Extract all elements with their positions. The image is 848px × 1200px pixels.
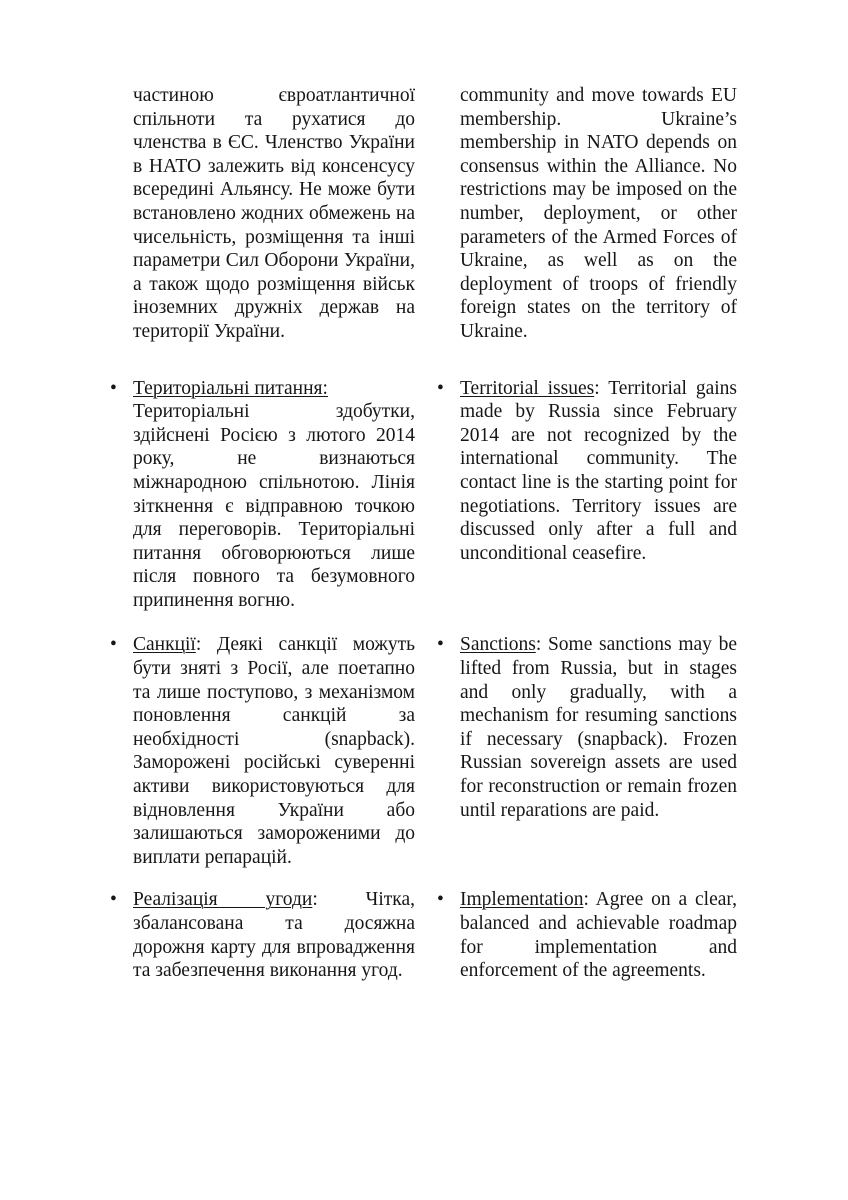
bullet-term-underlined: Санкції [133,634,196,656]
bullet-item-en-territorial [460,377,737,566]
term-separator: : [535,634,548,656]
left-column-cell [110,888,415,982]
bullet-text: Територіальні здобутки, здійснені Росією з лютого 2014 року, не визнаються міжнародною спільнотою. Лінія зіткнення є відправною точкою для переговорів. Територіальні питання обговорюються лише після повного та безумовного припинення вогню. [133,401,415,611]
bullet-term-underlined: Territorial issues [460,377,595,399]
bullet-gutter [437,633,460,822]
term-separator: : [312,889,366,911]
content-row-continuation [110,84,737,344]
content-row-sanctions [110,633,737,869]
bullet-gutter [437,888,460,982]
left-column-cell [110,377,415,613]
bullet-item-uk-implementation [133,888,415,982]
term-separator: : [594,377,609,399]
right-column-cell [437,888,737,982]
bullet-marker: • [110,889,117,911]
bullet-item-uk-sanctions [133,633,415,869]
bullet-term-underlined: Реалізація угоди [133,889,313,911]
bullet-gutter [110,888,133,982]
bullet-term-underlined: Implementation [460,889,584,911]
bullet-marker: • [437,889,444,911]
bullet-text: Чітка, збалансована та досяжна дорожня карту для впровадження та забезпечення виконання угод. [133,889,415,982]
bullet-marker: • [437,377,444,399]
bullet-term-underlined: Sanctions [460,634,536,656]
paragraph-uk-continuation: частиною євроатлантичної спільноти та рухатися до членства в ЄС. Членство України в НАТО залежить від консенсусу всередині Альянсу. Не може бути встановлено жодних обмежень на чисельність, розміщення та інші параметри Сил Оборони України, а також щодо розміщення військ іноземних дружніх держав на території України. [133,85,415,342]
bullet-gutter [110,633,133,869]
bullet-gutter [110,377,133,613]
bullet-text: Some sanctions may be lifted from Russia, but in stages and only gradually, with a mechanism for resuming sanctions if necessary (snapback). Frozen Russian sovereign assets are used for reconstruction or remain frozen until reparations are paid. [460,634,737,821]
bullet-gutter-empty [110,84,133,344]
bullet-item-en-implementation [460,888,737,982]
bullet-gutter-empty [437,84,460,344]
paragraph-en-continuation: community and move towards EU membership. Ukraine’s membership in NATO depends on consensus within the Alliance. No restrictions may be imposed on the number, deployment, or other parameters of the Armed Forces of Ukraine, as well as on the deployment of troops of friendly foreign states on the territory of Ukraine. [460,85,737,342]
bullet-term-underlined: Територіальні питання: [133,377,328,399]
bullet-marker: • [110,377,117,399]
left-column-cell [110,633,415,869]
left-column-cell [110,84,415,344]
bullet-text: Деякі санкції можуть бути зняті з Росії, але поетапно та лише поступово, з механізмом поновлення санкцій за необхідності (snapback). Заморожені російські суверенні активи використовуються для відновлення України або залишаються замороженими до виплати репарацій. [133,634,416,868]
bullet-text: Agree on a clear, balanced and achievable roadmap for implementation and enforcement of the agreements. [460,889,737,982]
right-column-cell [437,633,737,822]
right-column-cell [437,377,737,566]
bullet-item-en-sanctions [460,633,737,822]
term-separator: : [195,634,217,656]
right-column-cell [437,84,737,344]
bullet-item-uk-territorial [133,377,415,613]
bullet-text: Territorial gains made by Russia since February 2014 are not recognized by the international community. The contact line is the starting point for negotiations. Territory issues are discussed only after a full and unconditional ceasefire. [460,377,737,564]
document-content [110,84,737,983]
content-row-implementation [110,888,737,982]
bullet-marker: • [110,634,117,656]
term-separator: : [583,889,596,911]
bullet-gutter [437,377,460,566]
bullet-marker: • [437,634,444,656]
content-row-territorial [110,377,737,613]
